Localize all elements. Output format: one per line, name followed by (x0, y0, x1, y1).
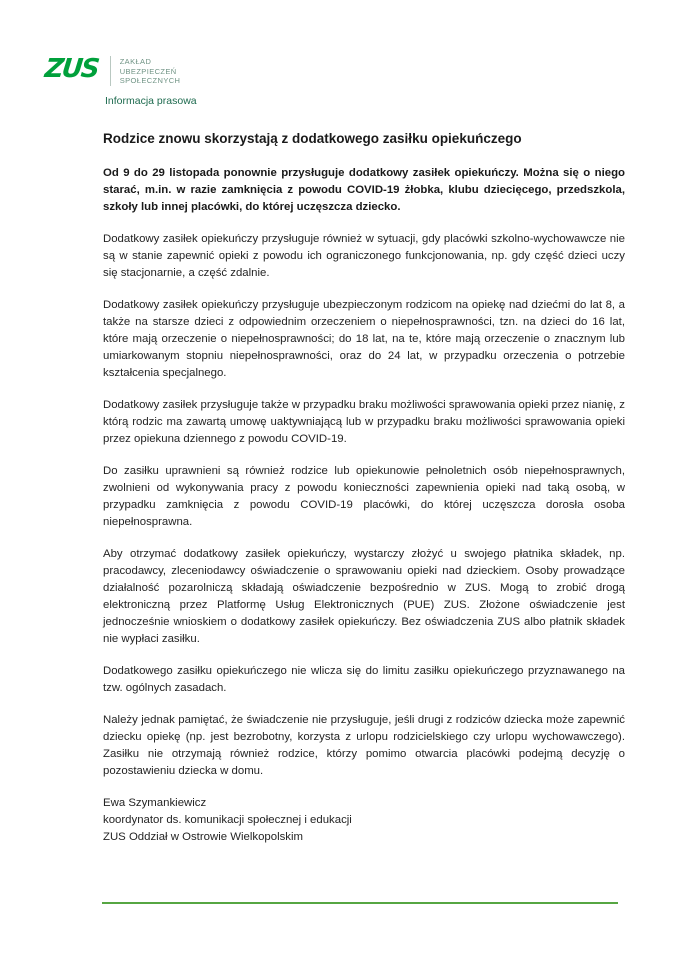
body-paragraph-3: Dodatkowy zasiłek przysługuje także w przypadku braku możliwości sprawowania opieki przez nianię, z którą rodzic ma zawartą umowę uaktywniającą lub w przypadku braku możliwości sprawowania opieki przez opiekuna dziennego z powodu COVID-19. (103, 399, 625, 445)
zus-logo: ZUS (43, 54, 100, 84)
brand-divider (110, 56, 111, 86)
body-paragraph-2: Dodatkowy zasiłek opiekuńczy przysługuje ubezpieczonym rodzicom na opiekę nad dziećmi do lat 8, a także na starsze dzieci z odpowiednim orzeczeniem o niepełnosprawności, tzn. na dzieci do 16 lat, które mają orzeczenie o niepełnosprawności; do 18 lat, na te, które mają orzeczenie o znacznym lub umiarkowanym stopniu niepełnosprawności, oraz do 24 lat, w przypadku orzeczenia o potrzebie kształcenia specjalnego. (103, 299, 625, 379)
org-name-line: UBEZPIECZEŃ (119, 66, 177, 76)
signature-block (103, 795, 625, 846)
document-title: Rodzice znowu skorzystają z dodatkowego zasiłku opiekuńczego (103, 131, 522, 146)
zus-brand (45, 56, 633, 86)
signature-org: ZUS Oddział w Ostrowie Wielkopolskim (103, 831, 304, 843)
press-release-label: Informacja prasowa (105, 95, 197, 107)
masthead (45, 56, 633, 107)
footer-rule (102, 902, 618, 904)
body-paragraph-7: Należy jednak pamiętać, że świadczenie nie przysługuje, jeśli drugi z rodziców dziecka może zapewnić dziecku opiekę (np. jest bezrobotny, korzysta z urlopu rodzicielskiego czy urlopu wychowawczego). Zasiłku nie otrzymają również rodzice, którzy pomimo otwarcia placówki podejmą decyzję o pozostawieniu dziecka w domu. (103, 714, 625, 777)
lead-paragraph: Od 9 do 29 listopada ponownie przysługuje dodatkowy zasiłek opiekuńczy. Można się o niego starać, m.in. w razie zamknięcia z powodu COVID-19 żłobka, klubu dziecięcego, przedszkola, szkoły lub innej placówki, do której uczęszcza dziecko. (103, 167, 625, 213)
signature-role: koordynator ds. komunikacji społecznej i edukacji (103, 814, 352, 826)
body-paragraph-4: Do zasiłku uprawnieni są również rodzice lub opiekunowie pełnoletnich osób niepełnosprawnych, zwolnieni od wykonywania pracy z powodu konieczności zapewnienia opieki nad taką osobą, w przypadku zamknięcia z powodu COVID-19 placówki, do której uczęszcza dorosła osoba niepełnosprawna. (103, 465, 625, 528)
signature-name: Ewa Szymankiewicz (103, 797, 207, 809)
document-body (103, 130, 625, 846)
org-name (120, 56, 181, 86)
body-paragraph-1: Dodatkowy zasiłek opiekuńczy przysługuje również w sytuacji, gdy placówki szkolno-wychowawcze nie są w stanie zapewnić opieki z powodu ich ograniczonego funkcjonowania, np. gdy część dzieci uczy się stacjonarnie, a część zdalnie. (103, 233, 625, 279)
body-paragraph-6: Dodatkowego zasiłku opiekuńczego nie wlicza się do limitu zasiłku opiekuńczego przyznawanego na tzw. ogólnych zasadach. (103, 665, 625, 694)
org-name-line: SPOŁECZNYCH (119, 76, 181, 85)
body-paragraph-5: Aby otrzymać dodatkowy zasiłek opiekuńczy, wystarczy złożyć u swojego płatnika składek, np. pracodawcy, zleceniodawcy oświadczenie o sprawowaniu opieki nad dzieckiem. Osoby prowadzące działalność pozarolniczą składają oświadczenie bezpośrednio w ZUS. Mogą to zrobić drogą elektroniczną przez Platformę Usług Elektronicznych (PUE) ZUS. Złożone oświadczenie jest jednocześnie wnioskiem o dodatkowy zasiłek opiekuńczy. Bez oświadczenia ZUS albo płatnik składek nie wypłaci zasiłku. (103, 548, 625, 645)
org-name-line: ZAKŁAD (119, 57, 152, 66)
